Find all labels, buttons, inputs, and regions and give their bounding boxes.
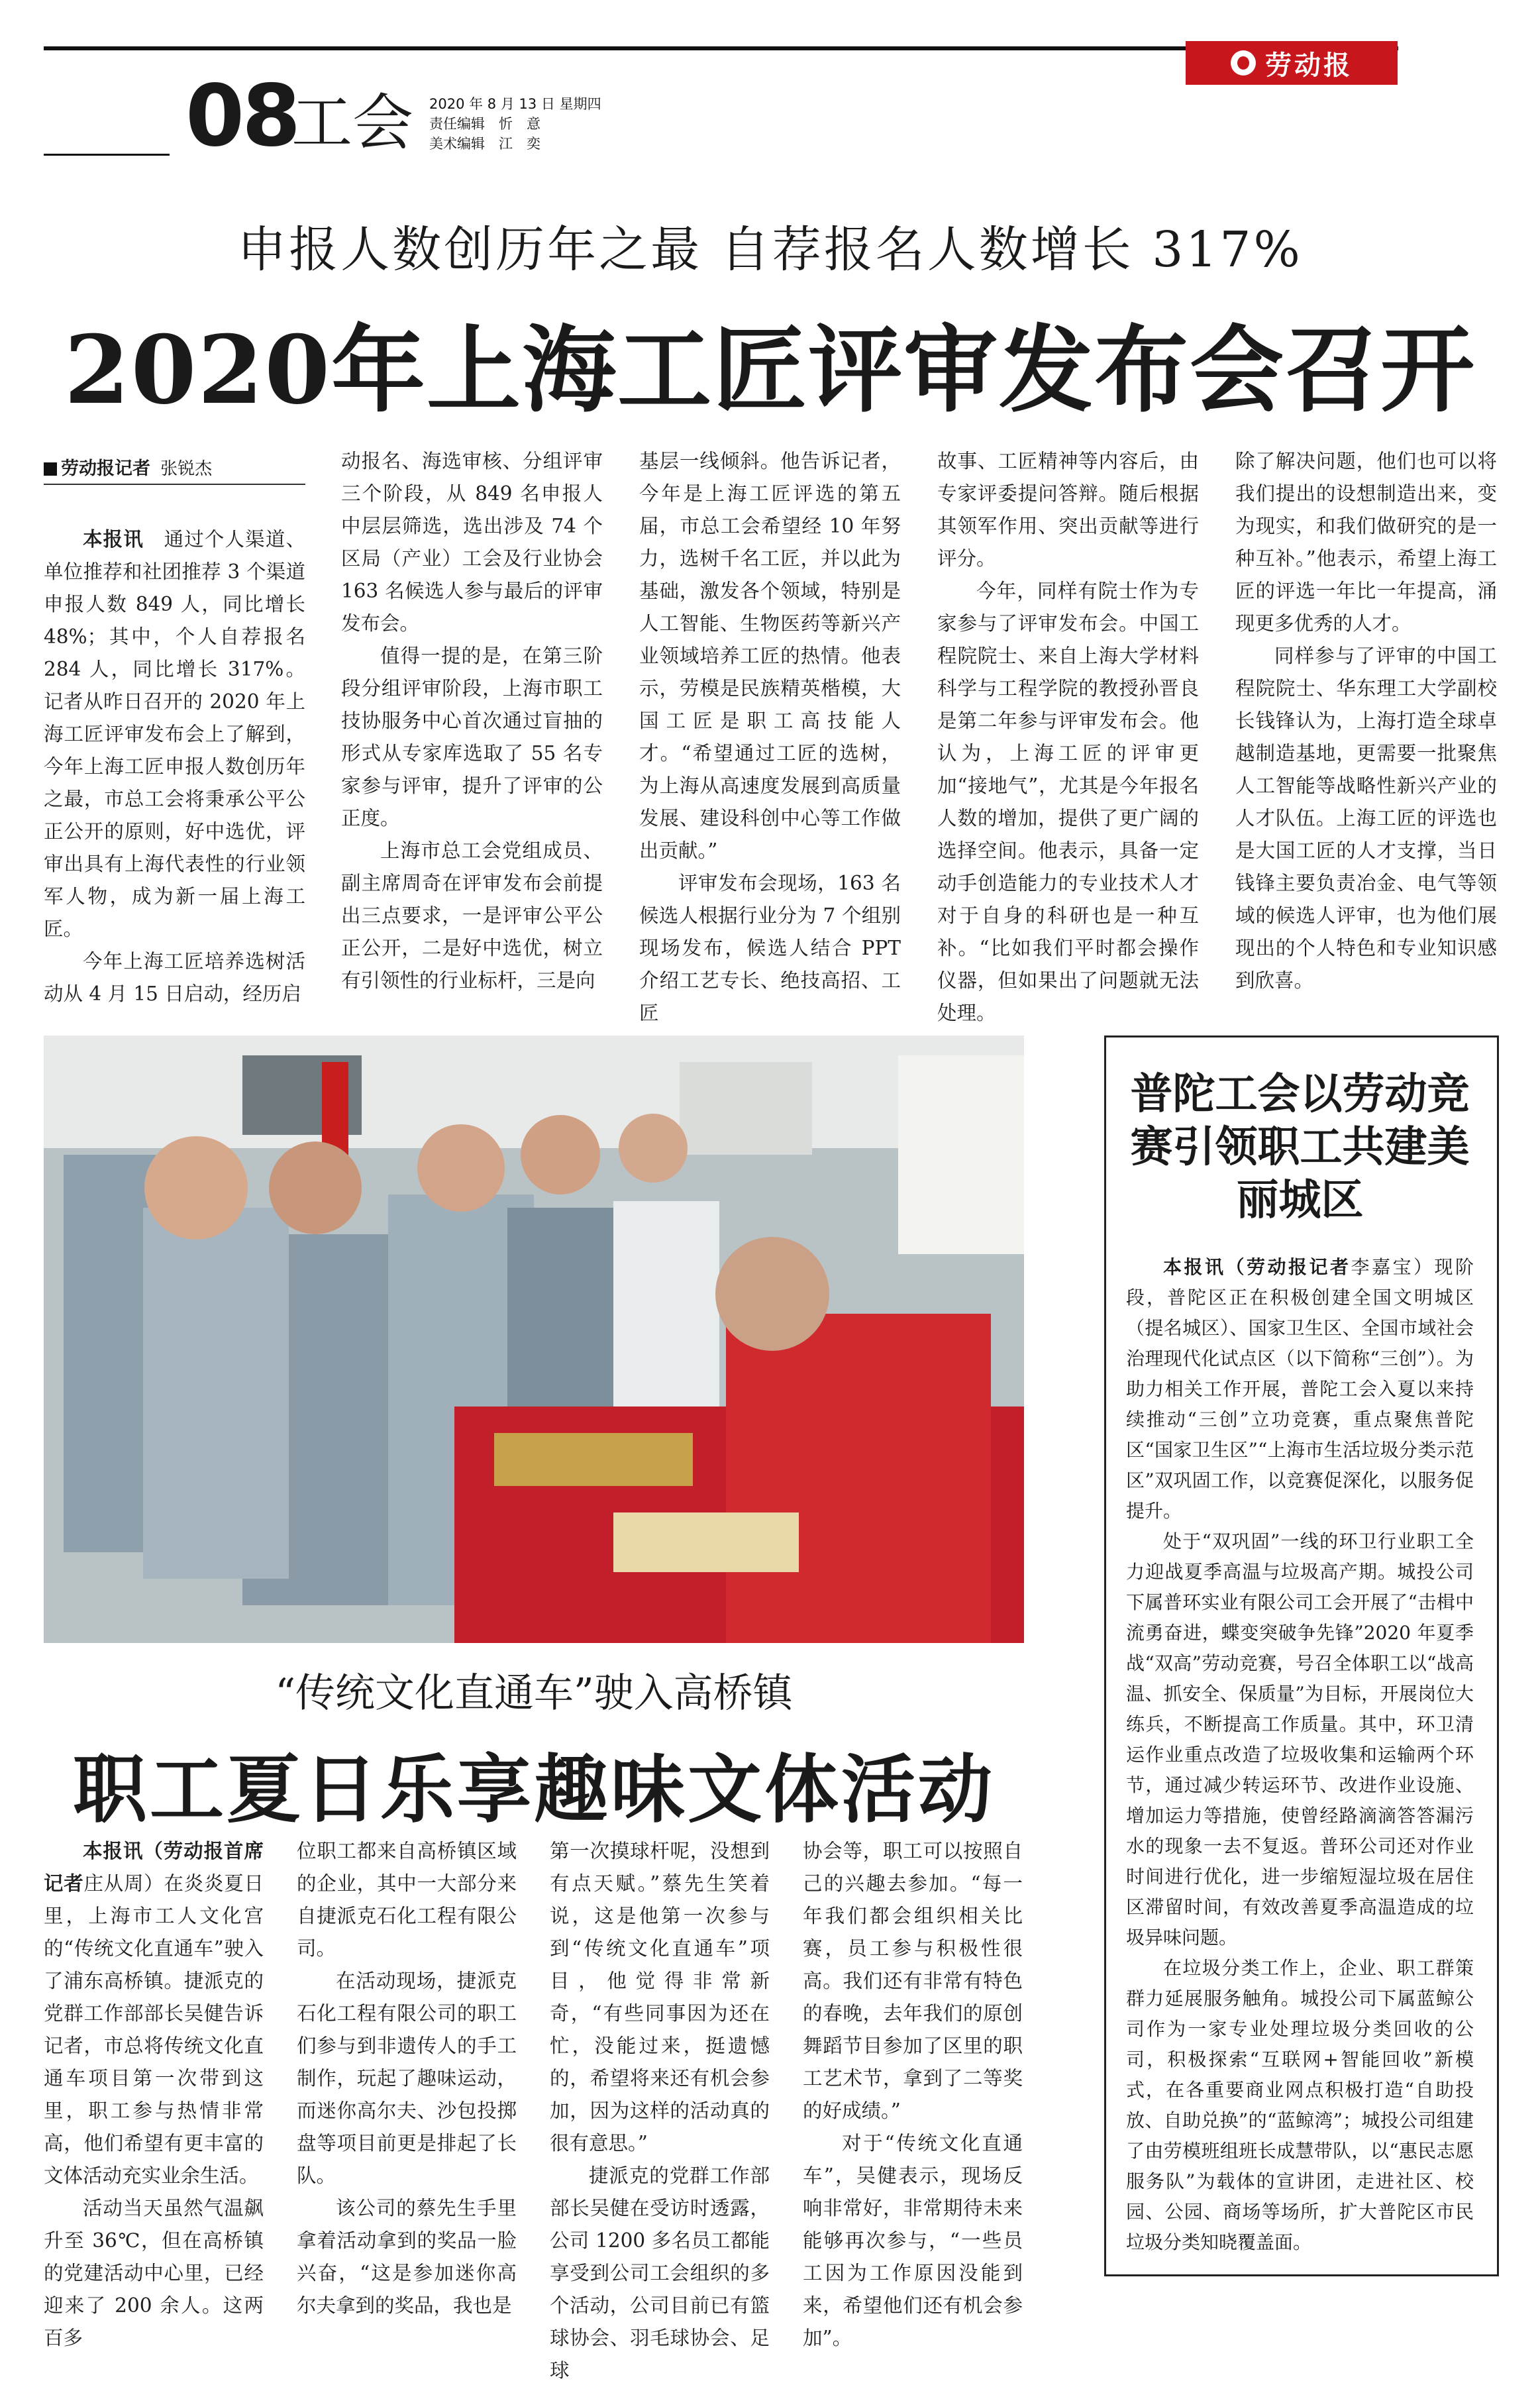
paragraph: 评审发布会现场，163 名候选人根据行业分为 7 个组别现场发布，候选人结合 PPT 介绍工艺专长、绝技高招、工匠 bbox=[639, 872, 901, 1024]
side-story-body bbox=[1126, 1252, 1474, 2258]
lead-byline bbox=[44, 454, 305, 485]
reporter-name: 张锐杰 bbox=[160, 459, 213, 479]
lead-column-2 bbox=[341, 445, 603, 997]
byline-rule bbox=[44, 484, 305, 485]
issue-meta bbox=[429, 94, 601, 154]
lead-column-3 bbox=[639, 445, 901, 1030]
paragraph: 上海市总工会党组成员、副主席周奇在评审发布会前提出三点要求，一是评审公平公正公开，二是好中选优，树立有引领性的行业标杆，三是向 bbox=[341, 839, 603, 992]
paragraph: 同样参与了评审的中国工程院院士、华东理工大学副校长钱锋认为，上海打造全球卓越制造基地，更需要一批聚焦人工智能等战略性新兴产业的人才队伍。上海工匠的评选也是大国工匠的人才支撑，当日钱锋主要负责冶金、电气等领域的候选人评审，也为他们展现出的个人特色和专业知识感到欣喜。 bbox=[1235, 645, 1497, 992]
paragraph: ）在炎炎夏日里，上海市工人文化宫的“传统文化直通车”驶入了浦东高桥镇。捷派克的党群工作部部长吴健告诉记者，市总将传统文化直通车项目第一次带到这里，职工参与热情非常高，他们希望有更丰富的文体活动充实业余生活。 bbox=[44, 1872, 264, 2187]
paragraph: 第一次摸球杆呢，没想到有点天赋。”蔡先生笑着说，这是他第一次参与到“传统文化直通车”项目，他觉得非常新奇，“有些同事因为还在忙，没能过来，挺遗憾的，希望将来还有机会参加，因为这样的活动真的很有意思。” bbox=[550, 1840, 770, 2154]
square-bullet-icon bbox=[44, 462, 57, 476]
paragraph: 动报名、海选审核、分组评审三个阶段，从 849 名申报人中层层筛选，选出涉及 74 个区局（产业）工会及行业协会 163 名候选人参与最后的评审发布会。 bbox=[341, 450, 603, 635]
paragraph: 在垃圾分类工作上，企业、职工群策群力延展服务触角。城投公司下属蓝鲸公司作为一家专业处理垃圾分类回收的公司，积极探索“互联网+智能回收”新模式，在各重要商业网点积极打造“自助投放、自助兑换”的“蓝鲸湾”；城投公司组建了由劳模班组班长成慧带队，以“惠民志愿服务队”为载体的宣讲团，走进社区、校园、公园、商场等场所，扩大普陀区市民垃圾分类知晓覆盖面。 bbox=[1126, 1957, 1474, 2253]
newspaper-logo bbox=[1186, 41, 1398, 85]
photo-column-3 bbox=[550, 1835, 770, 2387]
lead-tag: 本报讯（劳动报首席记者 bbox=[44, 1840, 264, 1895]
reporter-name: 庄从周 bbox=[83, 1872, 144, 1895]
paragraph: 故事、工匠精神等内容后，由专家评委提问答辩。随后根据其领军作用、突出贡献等进行评分。 bbox=[937, 450, 1199, 570]
side-headline: 普陀工会以劳动竞赛引领职工共建美丽城区 bbox=[1130, 1069, 1470, 1225]
paragraph: 协会等，职工可以按照自己的兴趣去参加。“每一年我们都会组织相关比赛，员工参与积极性很高。我们还有非常有特色的春晚，去年我们的原创舞蹈节目参加了区里的职工艺术节，拿到了二等奖的好成绩。” bbox=[803, 1840, 1023, 2122]
lead-column-4 bbox=[937, 445, 1199, 1030]
photo-headline: 职工夏日乐享趣味文体活动 bbox=[73, 1746, 995, 1833]
section-name: 工会 bbox=[291, 87, 414, 158]
lead-column-1 bbox=[44, 523, 305, 1010]
lead-subheadline: 申报人数创历年之最 自荐报名人数增长 317% bbox=[237, 221, 1303, 278]
lead-tag: 本报讯 bbox=[83, 528, 144, 551]
page-number: 08 bbox=[185, 67, 299, 166]
news-photo bbox=[44, 1035, 1024, 1643]
paragraph: 对于“传统文化直通车”，吴健表示，现场反响非常好，非常期待未来能够再次参与，“一些员工因为工作原因没能到来，希望他们还有机会参加”。 bbox=[803, 2132, 1023, 2349]
paragraph: 该公司的蔡先生手里拿着活动拿到的奖品一脸兴奋，“这是参加迷你高尔夫拿到的奖品，我也是 bbox=[297, 2197, 517, 2317]
issue-date: 2020 年 8 月 13 日 星期四 bbox=[429, 96, 601, 112]
logo-text: 劳动报 bbox=[1265, 49, 1353, 81]
reporter-label: 劳动报记者 bbox=[61, 458, 150, 479]
paragraph: 今年，同样有院士作为专家参与了评审发布会。中国工程院院士、来自上海大学材料科学与工程学院的教授孙晋良是第二年参与评审发布会。他认为，上海工匠的评审更加“接地气”，尤其是今年报名人数的增加，提供了更广阔的选择空间。他表示，具备一定动手创造能力的专业技术人才对于自身的科研也是一种互补。“比如我们平时都会操作仪器，但如果出了问题就无法处理。 bbox=[937, 580, 1199, 1024]
paragraph: 位职工都来自高桥镇区域的企业，其中一大部分来自捷派克石化工程有限公司。 bbox=[297, 1840, 517, 1960]
paragraph: 值得一提的是，在第三阶段分组评审阶段，上海市职工技协服务中心首次通过盲抽的形式从专家库选取了 55 名专家参与评审，提升了评审的公正度。 bbox=[341, 645, 603, 829]
photo-column-4 bbox=[803, 1835, 1023, 2355]
lead-headline: 2020年上海工匠评审发布会召开 bbox=[64, 315, 1476, 425]
art-editor-credit: 美术编辑 江 奕 bbox=[429, 136, 540, 152]
editor-credit: 责任编辑 忻 意 bbox=[429, 116, 540, 132]
paragraph: 今年上海工匠培养选树活动从 4 月 15 日启动，经历启 bbox=[44, 950, 305, 1005]
lead-tag: 本报讯（劳动报记者 bbox=[1163, 1256, 1351, 1278]
header-rule-left bbox=[44, 154, 170, 156]
paragraph: 在活动现场，捷派克石化工程有限公司的职工们参与到非遗传人的手工制作，玩起了趣味运动，而迷你高尔夫、沙包投掷盘等项目前更是排起了长队。 bbox=[297, 1970, 517, 2187]
lead-column-5 bbox=[1235, 445, 1497, 997]
photo-column-1 bbox=[44, 1835, 264, 2355]
paragraph: 处于“双巩固”一线的环卫行业职工全力迎战夏季高温与垃圾高产期。城投公司下属普环实业有限公司工会开展了“击楫中流勇奋进，蝶变突破争先锋”2020 年夏季战“双高”劳动竞赛，号召全体职工以“战高温、抓安全、保质量”为目标，开展岗位大练兵，不断提高工作质量。其中，环卫清运作业重点改造了垃圾收集和运输两个环节，通过减少转运环节、改进作业设施、增加运力等措施，使曾经路滴滴答答漏污水的现象一去不复返。普环公司还对作业时间进行优化，进一步缩短湿垃圾在居住区滞留时间，有效改善夏季高温造成的垃圾异味问题。 bbox=[1126, 1530, 1474, 1948]
event-photo-illustration bbox=[44, 1035, 1024, 1643]
paragraph: 通过个人渠道、单位推荐和社团推荐 3 个渠道申报人数 849 人，同比增长 48%；其中，个人自荐报名 284 人，同比增长 317%。记者从昨日召开的 2020 年上海工匠评审发布会上了解到，今年上海工匠申报人数创历年之最，市总工会将秉承公平公正公开的原则，好中选优，评审出具有上海代表性的行业领军人物，成为新一届上海工匠。 bbox=[44, 528, 305, 940]
reporter-name: 李嘉宝 bbox=[1351, 1256, 1413, 1278]
paragraph: 基层一线倾斜。他告诉记者，今年是上海工匠评选的第五届，市总工会希望经 10 年努力，选树千名工匠，并以此为基础，激发各个领域，特别是人工智能、生物医药等新兴产业领域培养工匠的热情。他表示，劳模是民族精英楷模，大国工匠是职工高技能人才。“希望通过工匠的选树，为上海从高速度发展到高质量发展、建设科创中心等工作做出贡献。” bbox=[639, 450, 901, 862]
paragraph: 除了解决问题，他们也可以将我们提出的设想制造出来，变为现实，和我们做研究的是一种互补。”他表示，希望上海工匠的评选一年比一年提高，涌现更多优秀的人才。 bbox=[1235, 450, 1497, 635]
photo-column-2 bbox=[297, 1835, 517, 2322]
paragraph: ）现阶段，普陀区正在积极创建全国文明城区（提名城区）、国家卫生区、全国市域社会治理现代化试点区（以下简称“三创”）。为助力相关工作开展，普陀工会入夏以来持续推动“三创”立功竞赛，重点聚焦普陀区“国家卫生区”“上海市生活垃圾分类示范区”双巩固工作，以竞赛促深化，以服务促提升。 bbox=[1126, 1256, 1474, 1522]
logo-icon bbox=[1231, 50, 1256, 76]
paragraph: 捷派克的党群工作部部长吴健在受访时透露，公司 1200 多名员工都能享受到公司工会组织的多个活动，公司目前已有篮球协会、羽毛球协会、足球 bbox=[550, 2164, 770, 2382]
photo-subheadline: “传统文化直通车”驶入高桥镇 bbox=[275, 1670, 793, 1717]
paragraph: 活动当天虽然气温飙升至 36℃，但在高桥镇的党建活动中心里，已经迎来了 200 余人。这两百多 bbox=[44, 2197, 264, 2349]
